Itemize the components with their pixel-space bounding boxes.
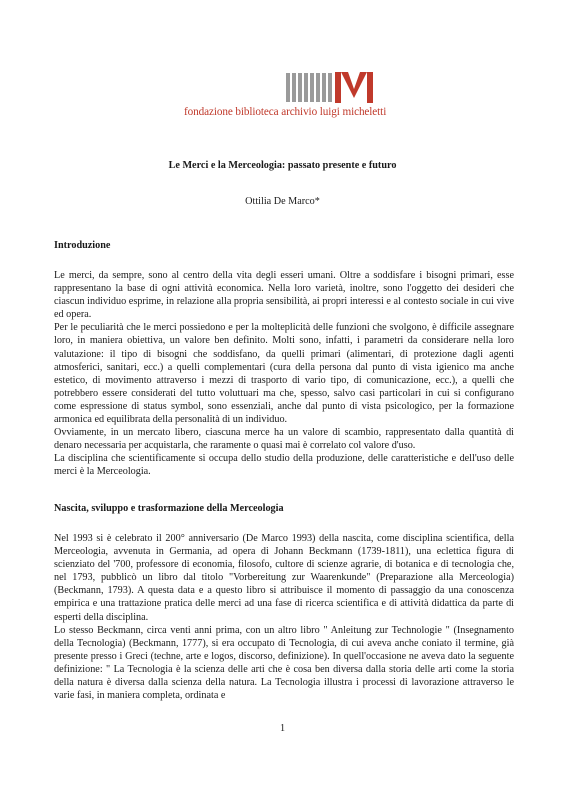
logo-bars xyxy=(286,73,332,102)
section-heading-introduzione: Introduzione xyxy=(54,240,111,251)
logo-m-letter xyxy=(335,72,373,103)
page-number: 1 xyxy=(279,723,286,734)
paragraph: Per le peculiarità che le merci possiedono e per la molteplicità delle funzioni che svolgono, è difficile assegnare loro, in maniera obiettiva, un valore ben definito. Molti sono, infatti, i parametri da considerare nella loro valutazione: il tipo di bisogni che soddisfano, da quelli primari (alimentari, di protezione dagli agenti atmosferici, sanitari, ecc.) a quelli complementari (cura della persona dal punto di vista igienico ma anche estetico, di movimento attraverso i mezzi di trasporto di vario tipo, di comunicazione, ecc.), a quelli che potrebbero essere considerati del tutto voluttuari ma che, spesso, salvo casi particolari in cui si configurano come espressione di status symbol, sono essenziali, anche dal punto di vista psicologico, per la formazione armonica ed equilibrata della personalità di un individuo. xyxy=(54,322,514,426)
document-title: Le Merci e la Merceologia: passato presente e futuro xyxy=(168,160,397,171)
paragraph: Lo stesso Beckmann, circa venti anni prima, con un altro libro " Anleitung zur Technologie " (Insegnamento della Tecnologia) (Beckmann, 1777), si era occupato di Tecnologia, di cui aveva anche coniato il termine, già presente presso i Greci (techne, arte e logos, discorso, definizione). In quell'occasione ne aveva dato la seguente definizione: " La Tecnologia è la scienza delle arti che è cosa ben diversa dalla storia delle arti come la storia della natura è diversa dalla scienza della natura. La Tecnologia illustra i processi di lavorazione attraverso le varie fasi, in maniera completa, ordinata e xyxy=(54,624,514,702)
section-body-introduzione xyxy=(54,269,514,479)
section-heading-nascita: Nascita, sviluppo e trasformazione della Merceologia xyxy=(54,503,284,514)
paragraph: Ovviamente, in un mercato libero, ciascuna merce ha un valore di scambio, rappresentato dalla quantità di denaro necessaria per acquistarla, che raramente o quasi mai è correlato col valore d'uso. xyxy=(54,427,514,452)
organization-name: fondazione biblioteca archivio luigi micheletti xyxy=(184,106,387,118)
section-body-nascita xyxy=(54,532,514,702)
paragraph: La disciplina che scientificamente si occupa dello studio della produzione, delle caratteristiche e dell'uso delle merci è la Merceologia. xyxy=(54,453,514,478)
paragraph: Nel 1993 si è celebrato il 200° anniversario (De Marco 1993) della nascita, come disciplina scientifica, della Merceologia, avvenuta in Germania, ad opera di Johann Beckmann (1739-1811), una eclettica figura di scienziato del '700, professore di economia, filosofo, cultore di scienze agrarie, di botanica e di tecnologia che, nel 1793, pubblicò un libro dal titolo "Vorbereitung zur Waarenkunde" (Preparazione alla Merceologia) (Beckmann, 1793). A questa data e a questo libro si attribuisce il momento di passaggio da una conoscenza empirica e una trattazione pratica delle merci ad una fase di ricerca scientifica e di attività didattica da parte di esperti della disciplina. xyxy=(54,533,514,623)
document-author: Ottilia De Marco* xyxy=(245,196,320,207)
paragraph: Le merci, da sempre, sono al centro della vita degli esseri umani. Oltre a soddisfare i bisogni primari, esse rappresentano la base di ogni attività economica. Nella loro varietà, inoltre, sono l'oggetto dei desideri che ciascun individuo esprime, in relazione alla propria sensibilità, ai propri interessi e al contesto sociale in cui vive ed opera. xyxy=(54,270,514,321)
